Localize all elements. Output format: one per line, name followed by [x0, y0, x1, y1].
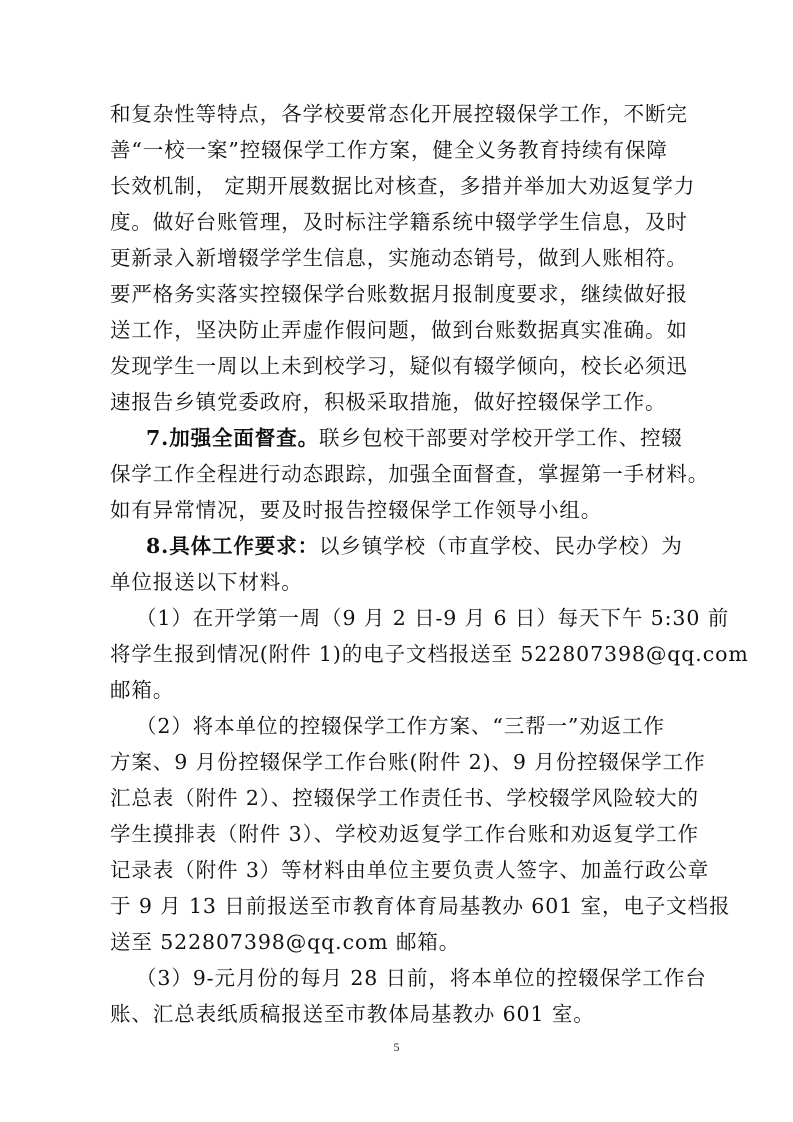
body-line: 更新录入新增辍学学生信息，实施动态销号，做到人账相符。 [110, 246, 688, 270]
item-1-line: 将学生报到情况(附件 1)的电子文档报送至 522807398@qq.com [110, 642, 749, 666]
body-line: 要严格务实落实控辍保学台账数据月报制度要求，继续做好报 [110, 282, 688, 306]
item-2-line: 记录表（附件 3）等材料由单位主要负责人签字、加盖行政公章 [110, 858, 710, 882]
item-2-line: 送至 522807398@qq.com 邮箱。 [110, 930, 461, 954]
item-2-line: 汇总表（附件 2）、控辍保学工作责任书、学校辍学风险较大的 [110, 786, 699, 810]
body-line: 如有异常情况，要及时报告控辍保学工作领导小组。 [110, 498, 603, 522]
item-2-line: 方案、9 月份控辍保学工作台账(附件 2)、9 月份控辍保学工作 [110, 750, 706, 774]
item-1-line: 邮箱。 [110, 678, 175, 702]
section-7-heading: 7.加强全面督查。 [146, 426, 320, 450]
page-number: 5 [393, 1040, 400, 1054]
item-2-line: 于 9 月 13 日前报送至市教育体育局基教办 601 室，电子文档报 [110, 894, 731, 918]
item-3-line: （3）9-元月份的每月 28 日前，将本单位的控辍保学工作台 [136, 966, 707, 990]
body-line: 度。做好台账管理，及时标注学籍系统中辍学学生信息，及时 [110, 210, 688, 234]
body-line: 单位报送以下材料。 [110, 570, 303, 594]
section-8-first-line [146, 534, 683, 558]
body-line: 保学工作全程进行动态跟踪，加强全面督查，掌握第一手材料。 [110, 462, 710, 486]
section-7-first-line [146, 426, 683, 450]
section-8-text: 以乡镇学校（市直学校、民办学校）为 [319, 534, 683, 558]
body-line: 长效机制， 定期开展数据比对核查，多措并举加大劝返复学力 [110, 174, 696, 198]
body-line: 发现学生一周以上未到校学习，疑似有辍学倾向，校长必须迅 [110, 354, 688, 378]
item-2-line: 学生摸排表（附件 3）、学校劝返复学工作台账和劝返复学工作 [110, 822, 699, 846]
section-8-heading: 8.具体工作要求： [146, 534, 320, 558]
item-2-line: （2）将本单位的控辍保学工作方案、“三帮一”劝返工作 [136, 714, 665, 738]
item-3-line: 账、汇总表纸质稿报送至市教体局基教办 601 室。 [110, 1002, 595, 1026]
body-line: 善“一校一案”控辍保学工作方案，健全义务教育持续有保障 [110, 138, 668, 162]
body-line: 送工作，坚决防止弄虚作假问题，做到台账数据真实准确。如 [110, 318, 688, 342]
section-7-text: 联乡包校干部要对学校开学工作、控辍 [319, 426, 683, 450]
body-line: 速报告乡镇党委政府，积极采取措施，做好控辍保学工作。 [110, 390, 667, 414]
item-1-line: （1）在开学第一周（9 月 2 日-9 月 6 日）每天下午 5:30 前 [136, 606, 730, 630]
body-line: 和复杂性等特点，各学校要常态化开展控辍保学工作，不断完 [110, 102, 688, 126]
